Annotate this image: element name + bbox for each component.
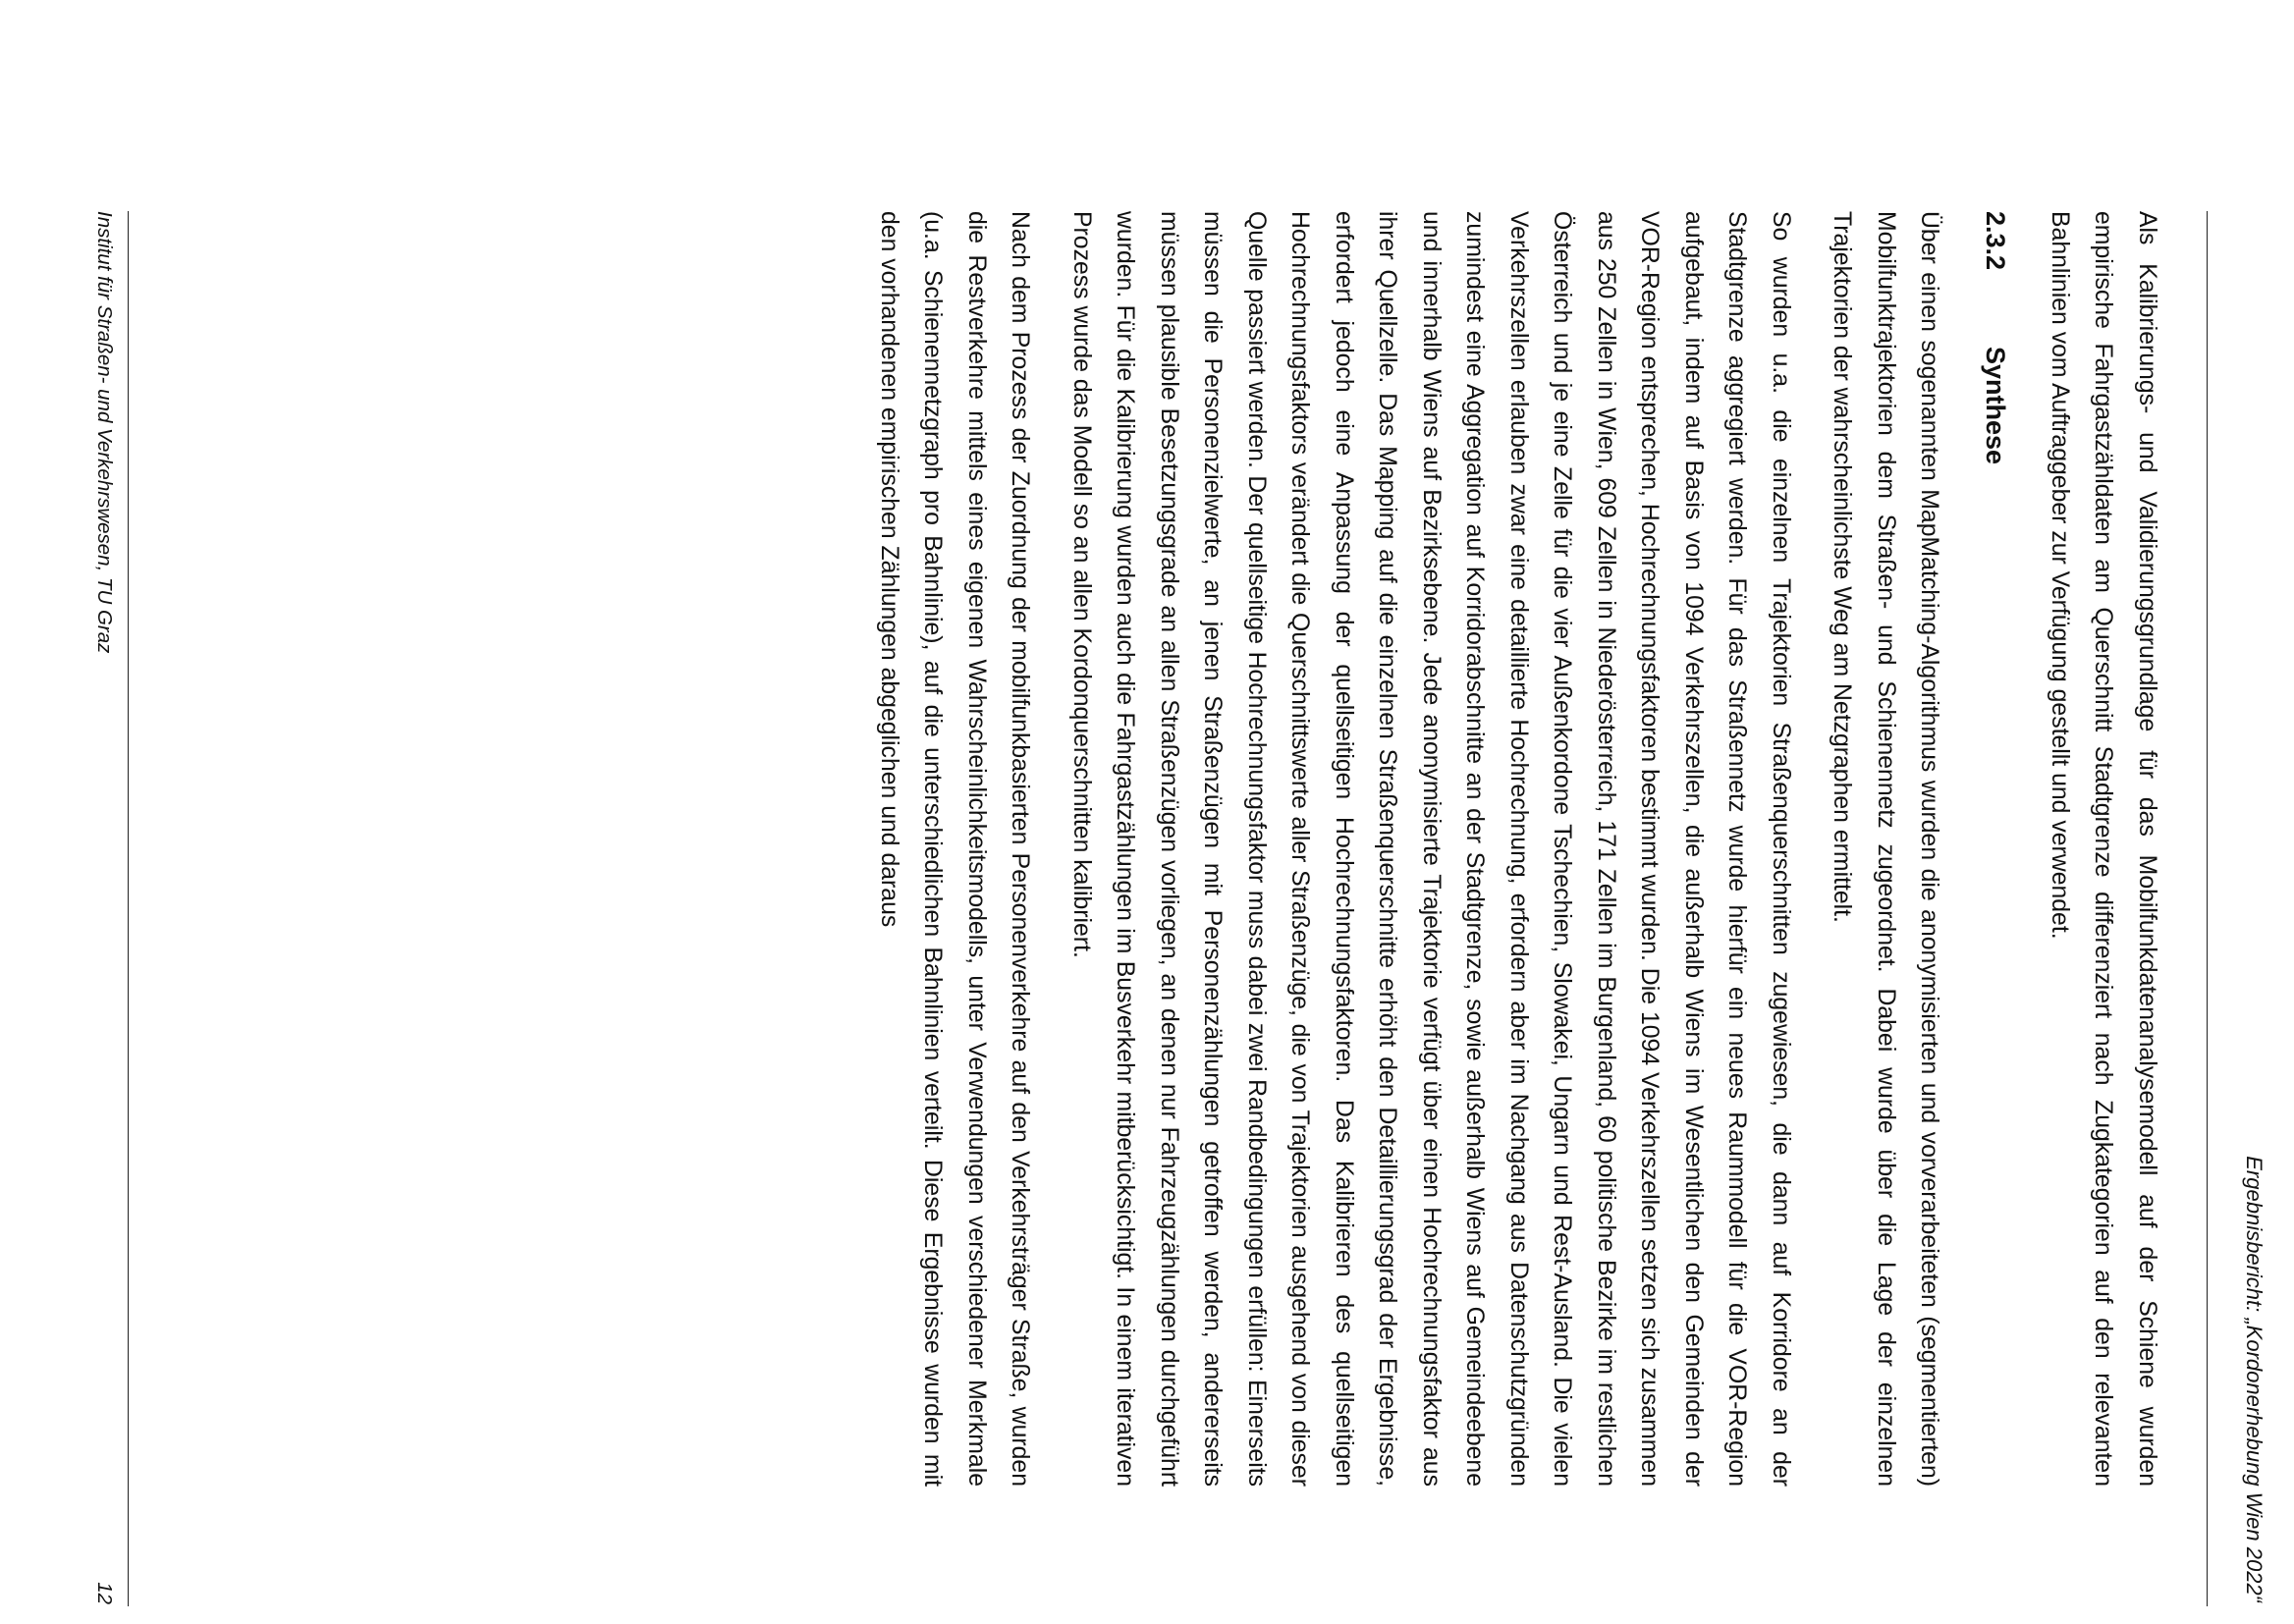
section-heading [1977, 211, 2016, 1487]
running-header: Ergebnisbericht: „Kordonerhebung Wien 2022“ [2242, 1156, 2267, 1602]
intro-paragraph: Als Kalibrierungs- und Validierungsgrundlage für das Mobilfunkdatenanalysemodell auf der Schiene wurden empirische Fahrgastzähldaten am Querschnitt Stadtgrenze differenziert nach Zugkategorien auf den relevanten Bahnlinien vom Auftraggeber zur Verfügung gestellt und verwendet. [2047, 211, 2160, 1487]
section-title: Synthese [1981, 347, 2011, 465]
page-number: 12 [93, 1582, 116, 1604]
body-text [849, 211, 2169, 1487]
footer-rule [128, 211, 129, 1606]
paragraph-process: Nach dem Prozess der Zuordnung der mobilfunkbasierten Personenverkehre auf den Verkehrsträger Straße, wurden die Restverkehre mittels eines eigenen Wahrscheinlichkeitsmodells, unter Verwendungen verschiedener Merkmale (u.a. Schienennetzgraph pro Bahnlinie), auf die unterschiedlichen Bahnlinien verteilt. Diese Ergebnisse wurden mit den vorhandenen empirischen Zählungen abgeglichen und daraus [876, 211, 1034, 1487]
footer-institute: Institut für Straßen- und Verkehrswesen, TU Graz [93, 211, 116, 654]
header-rule [2207, 211, 2208, 1606]
paragraph-trajectories: So wurden u.a. die einzelnen Trajektorien Straßenquerschnitten zugewiesen, die dann auf Korridore an der Stadtgrenze aggregiert werden. Für das Straßennetz wurde hierfür ein neues Raummodell für die VOR-Region aufgebaut, indem auf Basis von 1094 Verkehrszellen, die außerhalb Wiens im Wesentlichen den Gemeinden der VOR-Region entsprechen, Hochrechnungsfaktoren bestimmt wurden. Die 1094 Verkehrszellen setzen sich zusammen aus 250 Zellen in Wien, 609 Zellen in Niederösterreich, 171 Zellen im Burgenland, 60 politische Bezirke im restlichen Österreich und je eine Zelle für die vier Außenkordone Tschechien, Slowakei, Ungarn und Rest-Ausland. Die vielen Verkehrszellen erlauben zwar eine detaillierte Hochrechnung, erfordern aber im Nachgang aus Datenschutzgründen zumindest eine Aggregation auf Korridorabschnitte an der Stadtgrenze, sowie außerhalb Wiens auf Gemeindeebene und innerhalb Wiens auf Bezirksebene. Jede anonymisierte Trajektorie verfügt über einen Hochrechnungsfaktor aus ihrer Quellzelle. Das Mapping auf die einzelnen Straßenquerschnitte erhöht den Detaillierungsgrad der Ergebnisse, erfordert jedoch eine Anpassung der quellseitigen Hochrechnungsfaktoren. Das Kalibrieren des quellseitigen Hochrechnungsfaktors verändert die Querschnittswerte aller Straßenzüge, die von Trajektorien ausgehend von dieser Quelle passiert werden. Der quellseitige Hochrechnungsfaktor muss dabei zwei Randbedingungen erfüllen: Einerseits müssen die Personenzielwerte, an jenen Straßenzügen mit Personenzählungen getroffen werden, andererseits müssen plausible Besetzungsgrade an allen Straßenzügen vorliegen, an denen nur Fahrzeugzählungen durchgeführt wurden. Für die Kalibrierung wurden auch die Fahrgastzählungen im Busverkehr mitberücksichtigt. In einem iterativen Prozess wurde das Modell so an allen Kordonquerschnitten kalibriert. [1068, 211, 1794, 1487]
section-number: 2.3.2 [1981, 211, 2011, 271]
paragraph-mapmatching: Über einen sogenannten MapMatching-Algorithmus wurden die anonymisierten und vorverarbeiteten (segmentierten) Mobilfunktrajektorien dem Straßen- und Schienennetz zugeordnet. Dabei wurde über die Lage der einzelnen Trajektorien der wahrscheinlichste Weg am Netzgraphen ermittelt. [1829, 211, 1943, 1487]
